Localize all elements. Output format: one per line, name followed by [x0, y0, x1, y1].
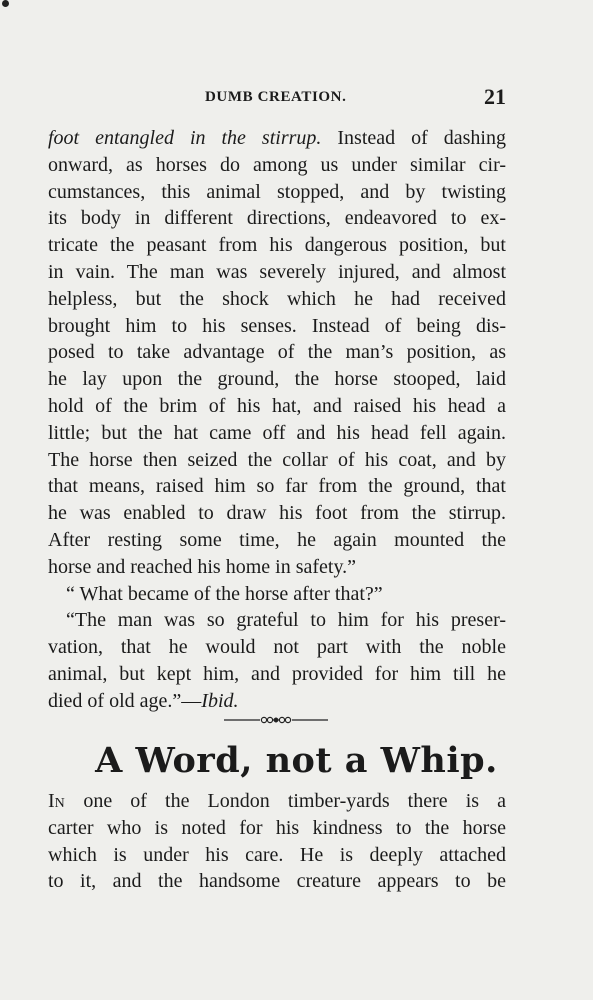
- text-line: [48, 366, 506, 393]
- text-segment: cumstances, this animal stopped, and by twisting: [48, 180, 506, 203]
- paragraph-2: [48, 788, 506, 895]
- text-segment: one of the London timber-yards there is a: [65, 790, 506, 812]
- text-segment: tricate the peasant from his dangerous position, but: [48, 234, 506, 257]
- text-line: [48, 313, 506, 340]
- text-line: [48, 500, 506, 527]
- text-segment: little; but the hat came off and his head fell again.: [48, 421, 506, 444]
- text-line: [48, 339, 506, 366]
- running-head: [48, 86, 508, 110]
- text-line: [48, 205, 506, 232]
- text-line: [48, 420, 506, 447]
- text-line: [48, 788, 506, 815]
- text-segment: which is under his care. He is deeply attached: [48, 843, 506, 866]
- italic-text: Ibid.: [201, 689, 239, 712]
- text-segment: that means, raised him so far from the ground, that: [48, 475, 506, 498]
- text-line: [48, 527, 506, 554]
- text-segment: carter who is noted for his kindness to the horse: [48, 816, 506, 839]
- italic-text: foot entangled in the stirrup.: [48, 127, 322, 149]
- text-line: [48, 447, 506, 474]
- text-segment: helpless, but the shock which he had received: [48, 287, 506, 310]
- text-segment: he was enabled to draw his foot from the stirrup.: [48, 502, 506, 525]
- text-segment: he lay upon the ground, the horse stooped, laid: [48, 368, 506, 391]
- text-line: [48, 661, 506, 688]
- text-line: [48, 554, 506, 581]
- text-line: [48, 232, 506, 259]
- text-line: [48, 815, 506, 842]
- text-line: [48, 393, 506, 420]
- text-segment: animal, but kept him, and provided for him till he: [48, 662, 506, 685]
- ink-speck: [2, 0, 9, 7]
- text-segment: to it, and the handsome creature appears to be: [48, 870, 506, 893]
- text-segment: After resting some time, he again mounted the: [48, 528, 506, 551]
- ornament-divider: [224, 713, 328, 727]
- text-line: [48, 581, 506, 608]
- text-segment: vation, that he would not part with the noble: [48, 636, 506, 659]
- text-line: [48, 634, 506, 661]
- text-segment: its body in different directions, endeavored to ex-: [48, 207, 506, 230]
- paragraph-1: [48, 125, 506, 715]
- text-segment: onward, as horses do among us under similar cir-: [48, 153, 506, 176]
- text-segment: brought him to his senses. Instead of being dis-: [48, 314, 506, 337]
- text-segment: posed to take advantage of the man’s position, as: [48, 341, 506, 364]
- text-segment: “The man was so grateful to him for his preser-: [66, 609, 506, 632]
- text-segment: hold of the brim of his hat, and raised his head a: [48, 394, 506, 417]
- text-line: [48, 842, 506, 869]
- text-line: [48, 688, 506, 715]
- text-segment: in vain. The man was severely injured, and almost: [48, 260, 506, 283]
- text-line: [48, 179, 506, 206]
- text-line: [48, 125, 506, 152]
- text-segment: Instead of dashing: [321, 127, 506, 149]
- section-heading: A Word, not a Whip.: [95, 740, 498, 781]
- text-segment: “ What became of the horse after that?”: [66, 582, 383, 605]
- text-line: [48, 259, 506, 286]
- text-segment: IN: [48, 790, 66, 812]
- text-line: [48, 473, 506, 500]
- text-segment: The horse then seized the collar of his coat, and by: [48, 448, 506, 471]
- text-line: [48, 868, 506, 895]
- text-segment: died of old age.”—: [48, 689, 202, 712]
- page-number: 21: [484, 84, 506, 109]
- text-segment: horse and reached his home in safety.”: [48, 555, 357, 578]
- text-line: [48, 607, 506, 634]
- text-line: [48, 286, 506, 313]
- text-line: [48, 152, 506, 179]
- running-head-title: DUMB CREATION.: [205, 89, 347, 105]
